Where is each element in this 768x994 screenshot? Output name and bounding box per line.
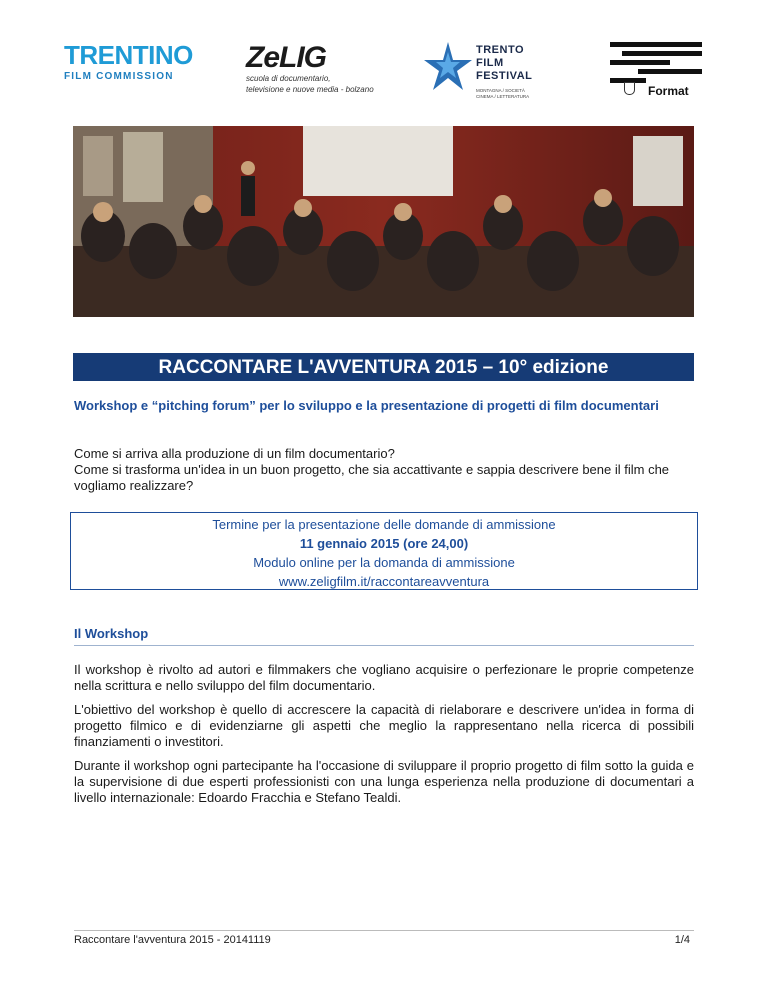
deadline-url-link[interactable]: www.zeligfilm.it/raccontareavventura	[278, 574, 490, 589]
page-title: RACCONTARE L'AVVENTURA 2015 – 10° edizione	[73, 353, 694, 381]
paragraph: Durante il workshop ogni partecipante ha l'occasione di sviluppare il proprio progetto di film sotto la guida e la supervisione di due esperti professionisti con una lunga esperienza nella produzione di documentari a livello internazionale: Edoardo Fracchia e Stefano Tealdi.	[74, 758, 694, 805]
trento-film-festival-logo	[422, 40, 572, 100]
trentino-film-commission-logo	[64, 42, 194, 82]
star-icon	[422, 40, 474, 100]
footer-document-name: Raccontare l'avventura 2015 - 20141119	[74, 934, 271, 946]
intro-line2: Come si trasforma un'idea in un buon progetto, che sia accattivante e sappia descrivere bene il film che vogliamo realizzare?	[74, 462, 670, 493]
subtitle: Workshop e “pitching forum” per lo sviluppo e la presentazione di progetti di film documentari	[74, 398, 659, 413]
zelig-logo-sub1: scuola di documentario,	[246, 74, 331, 83]
trentino-logo-sub: FILM COMMISSION	[64, 71, 174, 82]
deadline-date: 11 gennaio 2015 (ore 24,00)	[299, 536, 469, 551]
workshop-photo	[73, 126, 694, 317]
format-logo	[610, 38, 710, 100]
intro-text	[74, 446, 694, 494]
paragraph: L'obiettivo del workshop è quello di accrescere la capacità di rielaborare e descrivere un'idea in forma di progetto filmico e di evidenziarne gli aspetti che meglio la rappresentano nella ricerca di possibili finanziamenti o investitori.	[74, 702, 694, 749]
tff-tagline2: CINEMA / LETTERATURA	[476, 94, 530, 99]
format-logo-name: Format	[648, 84, 689, 98]
zelig-logo-name: ZeLIG	[246, 41, 327, 74]
zelig-logo	[246, 41, 396, 94]
section-heading: Il Workshop	[74, 626, 694, 646]
tff-tagline	[476, 88, 529, 100]
deadline-box	[70, 512, 698, 590]
logo-strip	[60, 36, 710, 102]
tff-tagline1: MONTAGNA / SOCIETÀ	[476, 88, 525, 93]
page-footer	[74, 930, 694, 946]
intro-line1: Come si arriva alla produzione di un film documentario?	[74, 446, 395, 461]
tff-line1: TRENTO	[476, 44, 525, 56]
crest-icon	[624, 82, 635, 95]
tff-line2: FILM	[476, 57, 504, 69]
tff-line3: FESTIVAL	[476, 70, 533, 82]
tff-logo-words	[476, 44, 532, 83]
trentino-logo-name: TRENTINO	[64, 40, 193, 70]
deadline-line1: Termine per la presentazione delle domande di ammissione	[212, 517, 556, 532]
paragraph: Il workshop è rivolto ad autori e filmmakers che vogliano acquisire o perfezionare le proprie competenze nella scrittura e nello sviluppo del film documentario.	[74, 662, 694, 693]
section-body	[74, 662, 694, 814]
zelig-logo-sub2: televisione e nuove media - bolzano	[246, 85, 374, 94]
page-number: 1/4	[674, 934, 690, 946]
deadline-line3: Modulo online per la domanda di ammissione	[253, 555, 515, 570]
